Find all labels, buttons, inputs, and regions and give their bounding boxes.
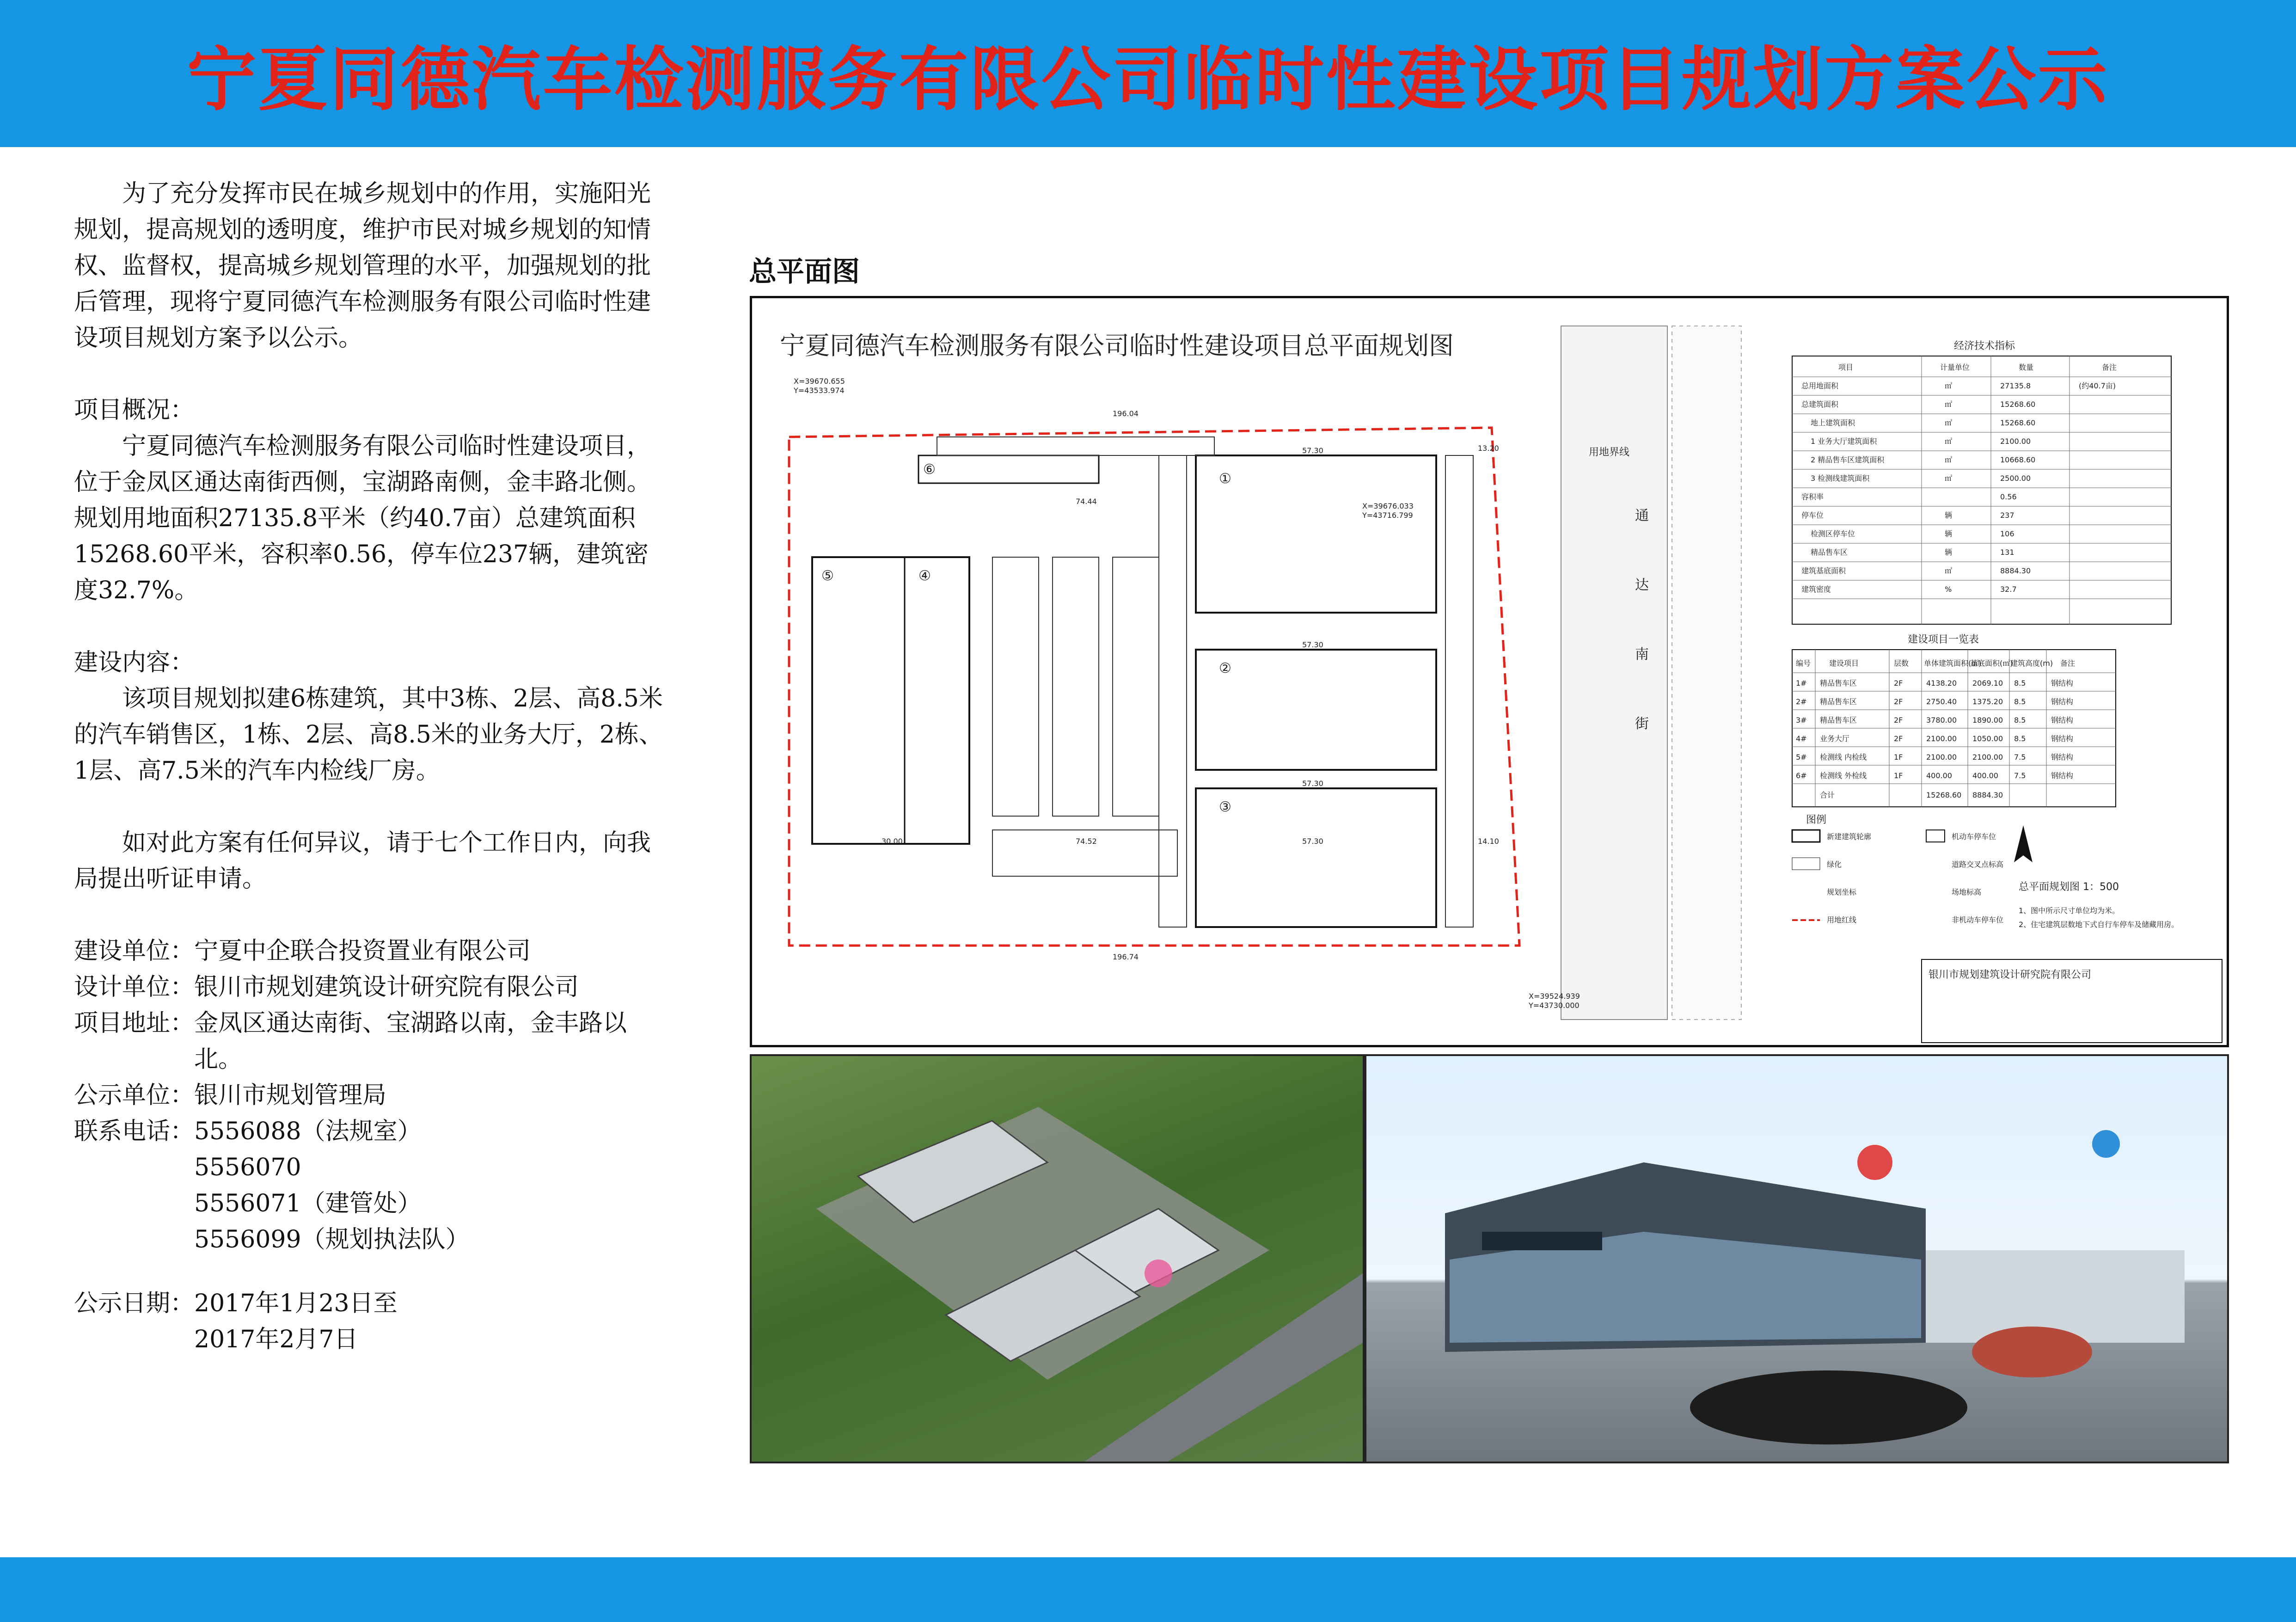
info-row: 5556071（建管处） — [194, 1190, 422, 1217]
building-label: ③ — [1219, 799, 1231, 815]
svg-text:1890.00: 1890.00 — [1972, 716, 2003, 725]
section-label-site-plan: 总平面图 — [749, 256, 860, 288]
svg-text:非机动车停车位: 非机动车停车位 — [1952, 915, 2004, 924]
svg-text:2100.00: 2100.00 — [2000, 437, 2031, 446]
building-2 — [1196, 650, 1436, 770]
notice-text-column — [74, 176, 670, 1358]
building-6 — [918, 455, 1099, 483]
coordinate-label: Y=43730.000 — [1529, 1001, 1580, 1010]
svg-text:精品售车区: 精品售车区 — [1820, 697, 1857, 706]
dimension-label: 74.52 — [1076, 837, 1097, 846]
svg-text:㎡: ㎡ — [1945, 566, 1953, 575]
boundary-label: 用地界线 — [1589, 447, 1630, 458]
street-rendering-image — [1365, 1054, 2229, 1463]
parking-area — [937, 437, 1473, 927]
content-paragraph: 该项目规划拟建6栋建筑，其中3栋、2层、高8.5米的汽车销售区，1栋、2层、高8.5米的业务大厅，2栋、1层、高7.5米的汽车内检线厂房。 — [74, 685, 663, 785]
svg-text:总用地面积: 总用地面积 — [1801, 381, 1839, 390]
overview-paragraph: 宁夏同德汽车检测服务有限公司临时性建设项目，位于金凤区通达南街西侧，宝湖路南侧，金丰路北侧。规划用地面积27135.8平米（约40.7亩）总建筑面积15268.60平米，容积率0.56，停车位237辆，建筑密度32.7%。 — [74, 432, 651, 604]
svg-text:15268.60: 15268.60 — [1926, 791, 1962, 799]
svg-text:2#: 2# — [1796, 697, 1807, 706]
plan-title: 宁夏同德汽车检测服务有限公司临时性建设项目总平面规划图 — [780, 331, 1454, 360]
aerial-rendering-svg — [752, 1056, 1363, 1462]
street-sidewalk — [1672, 326, 1741, 1020]
svg-text:单体建筑面积(㎡): 单体建筑面积(㎡) — [1924, 659, 1982, 668]
svg-text:钢结构: 钢结构 — [2051, 716, 2074, 725]
building-table — [1792, 650, 2116, 807]
dimension-label: 57.30 — [1302, 640, 1323, 649]
svg-text:2750.40: 2750.40 — [1926, 697, 1957, 706]
svg-text:2500.00: 2500.00 — [2000, 474, 2031, 483]
svg-text:㎡: ㎡ — [1945, 418, 1953, 427]
svg-text:3#: 3# — [1796, 716, 1807, 725]
svg-text:8.5: 8.5 — [2014, 716, 2026, 725]
svg-text:2100.00: 2100.00 — [1926, 753, 1957, 762]
coordinate-label: Y=43716.799 — [1362, 511, 1413, 520]
svg-text:规划坐标: 规划坐标 — [1827, 888, 1857, 897]
svg-text:㎡: ㎡ — [1945, 381, 1953, 390]
svg-text:15268.60: 15268.60 — [2000, 418, 2036, 427]
svg-text:(约40.7亩): (约40.7亩) — [2079, 381, 2116, 390]
footer-bar — [0, 1557, 2296, 1622]
svg-text:基底面积(㎡): 基底面积(㎡) — [1970, 659, 2013, 668]
svg-text:检测线 内检线: 检测线 内检线 — [1820, 753, 1867, 762]
notice-dates: 公示日期： 2017年1月23日至 2017年2月7日 — [74, 1290, 398, 1353]
svg-text:7.5: 7.5 — [2014, 753, 2026, 762]
dimension-label: 74.44 — [1076, 497, 1097, 506]
svg-text:400.00: 400.00 — [1972, 771, 1998, 780]
site-plan-svg — [752, 298, 2227, 1045]
coordinate-label: X=39524.939 — [1529, 992, 1580, 1001]
building-label: ① — [1219, 471, 1231, 487]
svg-text:机动车停车位: 机动车停车位 — [1952, 832, 1996, 841]
svg-text:总建筑面积: 总建筑面积 — [1801, 400, 1839, 409]
dimension-label: 13.20 — [1478, 444, 1499, 453]
svg-text:建筑密度: 建筑密度 — [1801, 585, 1831, 594]
svg-text:7.5: 7.5 — [2014, 771, 2026, 780]
street-name-label: 通达南街 — [1635, 508, 1649, 732]
plan-note: 1、图中所示尺寸单位均为米。 — [2019, 906, 2120, 915]
svg-text:3780.00: 3780.00 — [1926, 716, 1957, 725]
svg-text:㎡: ㎡ — [1945, 455, 1953, 464]
svg-text:3 检测线建筑面积: 3 检测线建筑面积 — [1811, 474, 1870, 483]
svg-text:8884.30: 8884.30 — [1972, 791, 2003, 799]
svg-text:27135.8: 27135.8 — [2000, 381, 2031, 390]
svg-text:㎡: ㎡ — [1945, 400, 1953, 409]
building-label: ⑤ — [821, 568, 834, 584]
design-firm-label: 银川市规划建筑设计研究院有限公司 — [1929, 969, 2092, 981]
svg-text:场地标高: 场地标高 — [1952, 888, 1982, 897]
svg-text:8.5: 8.5 — [2014, 734, 2026, 743]
svg-text:建筑基底面积: 建筑基底面积 — [1801, 566, 1846, 575]
building-label: ② — [1219, 660, 1231, 676]
svg-text:㎡: ㎡ — [1945, 437, 1953, 446]
svg-text:1#: 1# — [1796, 679, 1807, 688]
north-arrow-icon — [2014, 825, 2033, 862]
svg-text:编号: 编号 — [1796, 659, 1811, 668]
svg-text:2069.10: 2069.10 — [1972, 679, 2003, 688]
aerial-rendering-image — [750, 1054, 1365, 1463]
dimension-label: 196.74 — [1113, 952, 1139, 961]
svg-text:10668.60: 10668.60 — [2000, 455, 2036, 464]
svg-text:2F: 2F — [1894, 697, 1903, 706]
svg-text:建设项目: 建设项目 — [1829, 659, 1859, 668]
building-table-title: 建设项目一览表 — [1908, 634, 1979, 645]
svg-text:2F: 2F — [1894, 734, 1903, 743]
svg-text:精品售车区: 精品售车区 — [1811, 548, 1848, 557]
svg-text:2100.00: 2100.00 — [1926, 734, 1957, 743]
info-row: 5556070 — [194, 1154, 301, 1181]
svg-text:106: 106 — [2000, 529, 2014, 538]
dimension-label: 14.10 — [1478, 837, 1499, 846]
svg-text:6#: 6# — [1796, 771, 1807, 780]
svg-text:新建建筑轮廓: 新建建筑轮廓 — [1827, 832, 1872, 841]
svg-text:400.00: 400.00 — [1926, 771, 1952, 780]
page-title: 宁夏同德汽车检测服务有限公司临时性建设项目规划方案公示 — [187, 40, 2109, 120]
svg-text:1 业务大厅建筑面积: 1 业务大厅建筑面积 — [1811, 437, 1877, 446]
svg-text:㎡: ㎡ — [1945, 474, 1953, 483]
svg-text:检测区停车位: 检测区停车位 — [1811, 529, 1855, 538]
info-list — [74, 933, 670, 1258]
svg-text:精品售车区: 精品售车区 — [1820, 679, 1857, 688]
svg-text:地上建筑面积: 地上建筑面积 — [1811, 418, 1855, 427]
svg-text:辆: 辆 — [1945, 548, 1953, 557]
coordinate-label: X=39670.655 — [794, 377, 845, 386]
scale-label: 总平面规划图 1：500 — [2019, 881, 2119, 893]
info-row: 项目地址： 金凤区通达南街、宝湖路以南，金丰路以北。 — [74, 1009, 627, 1073]
svg-text:1375.20: 1375.20 — [1972, 697, 2003, 706]
svg-text:停车位: 停车位 — [1801, 511, 1824, 520]
svg-text:1F: 1F — [1894, 753, 1903, 762]
svg-text:2F: 2F — [1894, 716, 1903, 725]
svg-text:项目: 项目 — [1838, 363, 1854, 372]
dimension-label: 57.30 — [1302, 837, 1323, 846]
svg-text:计量单位: 计量单位 — [1940, 363, 1970, 372]
building-3 — [1196, 788, 1436, 927]
info-row: 设计单位： 银川市规划建筑设计研究院有限公司 — [74, 973, 579, 1001]
svg-text:用地红线: 用地红线 — [1827, 915, 1857, 924]
svg-text:1050.00: 1050.00 — [1972, 734, 2003, 743]
street-road — [1561, 326, 1667, 1020]
info-row: 联系电话： 5556088（法规室） — [74, 1118, 422, 1145]
svg-text:8.5: 8.5 — [2014, 679, 2026, 688]
svg-text:4#: 4# — [1796, 734, 1807, 743]
svg-text:15268.60: 15268.60 — [2000, 400, 2036, 409]
building-1 — [1196, 455, 1436, 613]
plan-note: 2、住宅建筑层数地下式自行车停车及储藏用房。 — [2019, 920, 2179, 929]
svg-text:备注: 备注 — [2102, 363, 2117, 372]
info-row: 建设单位： 宁夏中企联合投资置业有限公司 — [74, 937, 531, 965]
svg-text:数量: 数量 — [2019, 363, 2034, 372]
intro-paragraph: 为了充分发挥市民在城乡规划中的作用，实施阳光规划，提高规划的透明度，维护市民对城乡规划的知情权、监督权，提高城乡规划管理的水平，加强规划的批后管理，现将宁夏同德汽车检测服务有限公司临时性建设项目规划方案予以公示。 — [74, 180, 651, 352]
building-5 — [812, 557, 969, 844]
svg-text:%: % — [1945, 585, 1952, 594]
info-row: 公示单位： 银川市规划管理局 — [74, 1081, 387, 1109]
svg-text:钢结构: 钢结构 — [2051, 771, 2074, 780]
svg-text:建筑高度(m): 建筑高度(m) — [2010, 659, 2053, 668]
coordinate-label: X=39676.033 — [1362, 502, 1414, 510]
svg-text:237: 237 — [2000, 511, 2014, 520]
overview-label: 项目概况： — [74, 396, 195, 424]
svg-text:32.7: 32.7 — [2000, 585, 2017, 594]
svg-text:钢结构: 钢结构 — [2051, 697, 2074, 706]
svg-text:2 精品售车区建筑面积: 2 精品售车区建筑面积 — [1811, 455, 1885, 464]
svg-text:辆: 辆 — [1945, 511, 1953, 520]
tech-table-title: 经济技术指标 — [1954, 340, 2015, 352]
svg-text:钢结构: 钢结构 — [2051, 753, 2074, 762]
coordinate-label: Y=43533.974 — [794, 386, 845, 395]
svg-text:辆: 辆 — [1945, 529, 1953, 538]
legend — [1792, 830, 2003, 924]
svg-text:钢结构: 钢结构 — [2051, 679, 2074, 688]
svg-text:绿化: 绿化 — [1827, 860, 1842, 869]
dimension-label: 196.04 — [1113, 409, 1139, 418]
svg-text:层数: 层数 — [1894, 659, 1909, 668]
street-rendering-svg — [1366, 1056, 2227, 1462]
svg-text:道路交叉点标高: 道路交叉点标高 — [1952, 860, 2004, 869]
dimension-label: 57.30 — [1302, 446, 1323, 455]
svg-text:8884.30: 8884.30 — [2000, 566, 2031, 575]
tech-table — [1792, 356, 2171, 624]
svg-text:8.5: 8.5 — [2014, 697, 2026, 706]
svg-text:2100.00: 2100.00 — [1972, 753, 2003, 762]
svg-text:131: 131 — [2000, 548, 2014, 557]
dimension-label: 57.30 — [1302, 779, 1323, 788]
svg-text:容积率: 容积率 — [1801, 492, 1824, 501]
building-label: ④ — [918, 568, 931, 584]
svg-text:钢结构: 钢结构 — [2051, 734, 2074, 743]
svg-text:5#: 5# — [1796, 753, 1807, 762]
svg-text:检测线 外检线: 检测线 外检线 — [1820, 771, 1867, 780]
svg-text:业务大厅: 业务大厅 — [1820, 734, 1850, 743]
svg-text:4138.20: 4138.20 — [1926, 679, 1957, 688]
content-label: 建设内容： — [74, 649, 195, 676]
site-plan-drawing — [750, 296, 2229, 1047]
svg-text:0.56: 0.56 — [2000, 492, 2017, 501]
svg-text:精品售车区: 精品售车区 — [1820, 716, 1857, 725]
legend-title: 图例 — [1806, 814, 1827, 826]
building-4 — [905, 557, 969, 844]
svg-text:备注: 备注 — [2060, 659, 2076, 668]
svg-text:1F: 1F — [1894, 771, 1903, 780]
svg-text:合计: 合计 — [1820, 791, 1835, 799]
info-row: 5556099（规划执法队） — [194, 1226, 470, 1253]
objection-paragraph: 如对此方案有任何异议，请于七个工作日内，向我局提出听证申请。 — [74, 829, 651, 893]
building-label: ⑥ — [923, 461, 936, 478]
dimension-label: 30.00 — [882, 837, 903, 846]
svg-text:2F: 2F — [1894, 679, 1903, 688]
